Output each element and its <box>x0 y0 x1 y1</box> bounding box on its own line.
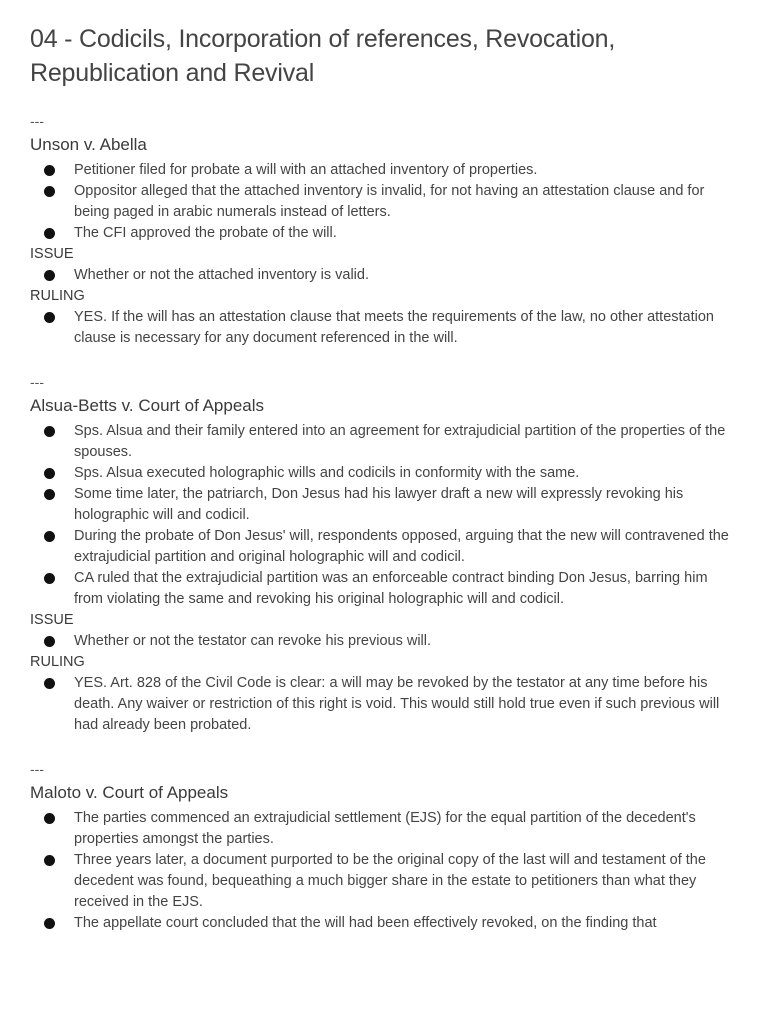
issue-list <box>30 265 738 286</box>
list-item-text: The parties commenced an extrajudicial settlement (EJS) for the equal partition of the decedent's properties amongst the parties. <box>74 810 696 847</box>
section-separator: --- <box>30 761 44 777</box>
list-item <box>30 568 738 610</box>
bullet-icon <box>44 813 55 824</box>
list-item-text: The appellate court concluded that the will had been effectively revoked, on the finding that <box>74 915 657 931</box>
list-item <box>30 463 738 484</box>
list-item-text: The CFI approved the probate of the will. <box>74 225 337 241</box>
list-item <box>30 526 738 568</box>
ruling-label: RULING <box>30 288 85 304</box>
ruling-list <box>30 307 738 349</box>
bullet-icon <box>44 468 55 479</box>
list-item <box>30 808 738 850</box>
list-item <box>30 913 738 934</box>
list-item <box>30 484 738 526</box>
page-title: 04 - Codicils, Incorporation of references, Revocation, Republication and Revival <box>30 25 616 87</box>
section-separator: --- <box>30 374 44 390</box>
list-item-text: Three years later, a document purported to be the original copy of the last will and testament of the decedent was found, bequeathing a much bigger share in the estate to petitioners than what they received in the EJS. <box>74 852 706 910</box>
issue-list <box>30 631 738 652</box>
list-item <box>30 307 738 349</box>
facts-list <box>30 160 738 244</box>
issue-label: ISSUE <box>30 246 74 262</box>
list-item <box>30 160 738 181</box>
list-item-text: YES. If the will has an attestation clause that meets the requirements of the law, no other attestation clause is necessary for any document referenced in the will. <box>74 309 714 346</box>
list-item <box>30 673 738 736</box>
bullet-icon <box>44 270 55 281</box>
list-item-text: Whether or not the attached inventory is valid. <box>74 267 369 283</box>
list-item <box>30 850 738 913</box>
list-item-text: Oppositor alleged that the attached inventory is invalid, for not having an attestation clause and for being paged in arabic numerals instead of letters. <box>74 183 705 220</box>
list-item <box>30 181 738 223</box>
case-alsua-betts-v-court-of-appeals <box>30 373 738 736</box>
case-maloto-v-court-of-appeals <box>30 760 738 934</box>
bullet-icon <box>44 426 55 437</box>
list-item-text: Whether or not the testator can revoke his previous will. <box>74 633 432 649</box>
issue-label: ISSUE <box>30 612 74 628</box>
list-item-text: Sps. Alsua executed holographic wills and codicils in conformity with the same. <box>74 465 580 481</box>
case-unson-v-abella <box>30 112 738 349</box>
bullet-icon <box>44 312 55 323</box>
section-separator: --- <box>30 113 44 129</box>
list-item-text: Some time later, the patriarch, Don Jesus had his lawyer draft a new will expressly revoking his holographic will and codicil. <box>74 486 684 523</box>
bullet-icon <box>44 855 55 866</box>
bullet-icon <box>44 918 55 929</box>
list-item <box>30 223 738 244</box>
facts-list <box>30 808 738 934</box>
bullet-icon <box>44 228 55 239</box>
bullet-icon <box>44 678 55 689</box>
list-item <box>30 631 738 652</box>
bullet-icon <box>44 636 55 647</box>
list-item <box>30 265 738 286</box>
bullet-icon <box>44 489 55 500</box>
bullet-icon <box>44 186 55 197</box>
facts-list <box>30 421 738 610</box>
list-item-text: Sps. Alsua and their family entered into an agreement for extrajudicial partition of the properties of the spouses. <box>74 423 726 460</box>
list-item <box>30 421 738 463</box>
ruling-list <box>30 673 738 736</box>
case-title: Unson v. Abella <box>30 135 147 154</box>
ruling-label: RULING <box>30 654 85 670</box>
case-title: Maloto v. Court of Appeals <box>30 783 229 802</box>
list-item-text: CA ruled that the extrajudicial partition was an enforceable contract binding Don Jesus, barring him from violating the same and revoking his original holographic will and codicil. <box>74 570 708 607</box>
list-item-text: Petitioner filed for probate a will with an attached inventory of properties. <box>74 162 538 178</box>
case-title: Alsua-Betts v. Court of Appeals <box>30 396 265 415</box>
bullet-icon <box>44 531 55 542</box>
list-item-text: YES. Art. 828 of the Civil Code is clear: a will may be revoked by the testator at any time before his death. Any waiver or restriction of this right is void. This would still hold true even if such previous will had already been probated. <box>74 675 720 733</box>
list-item-text: During the probate of Don Jesus' will, respondents opposed, arguing that the new will contravened the extrajudicial partition and original holographic will and codicil. <box>74 528 729 565</box>
bullet-icon <box>44 165 55 176</box>
bullet-icon <box>44 573 55 584</box>
